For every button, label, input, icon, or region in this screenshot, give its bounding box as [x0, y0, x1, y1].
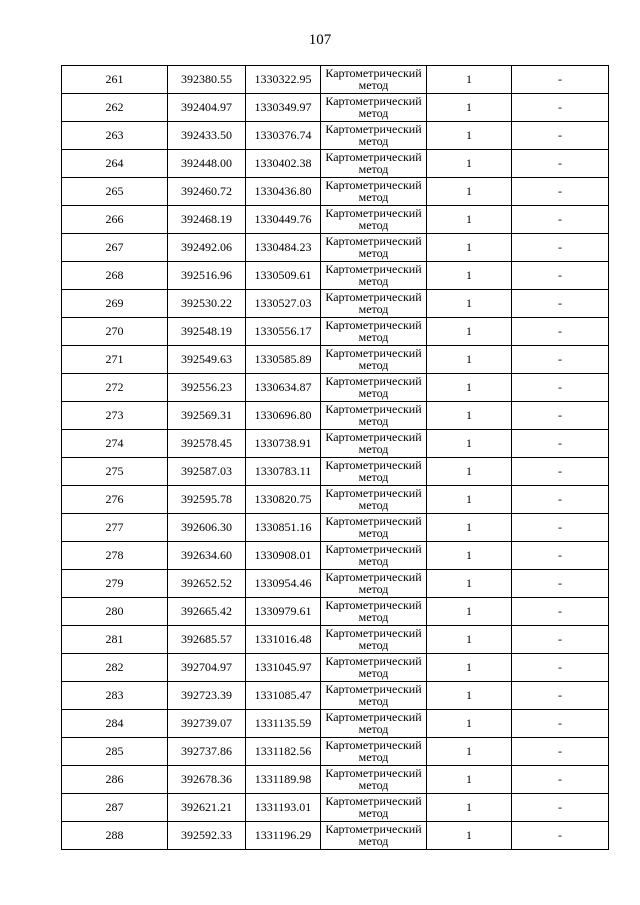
x-coordinate-cell: 392380.55 [168, 66, 246, 94]
table-row [62, 178, 609, 206]
method-cell [321, 66, 427, 94]
accuracy-cell: 1 [427, 458, 512, 486]
accuracy-cell: 1 [427, 654, 512, 682]
note-cell: - [512, 570, 609, 598]
coordinates-table-body [62, 66, 609, 850]
method-line-1: Картометрический [325, 654, 422, 668]
method-line-2: метод [358, 386, 389, 400]
point-number-cell: 288 [62, 822, 168, 850]
y-coordinate-cell: 1330783.11 [246, 458, 321, 486]
method-line-1: Картометрический [325, 822, 422, 836]
table-row [62, 262, 609, 290]
method-line-2: метод [358, 414, 389, 428]
method-line-2: метод [358, 498, 389, 512]
method-line-1: Картометрический [325, 206, 422, 220]
point-number-cell: 267 [62, 234, 168, 262]
method-cell [321, 570, 427, 598]
x-coordinate-cell: 392737.86 [168, 738, 246, 766]
method-cell [321, 738, 427, 766]
accuracy-cell: 1 [427, 94, 512, 122]
point-number-cell: 272 [62, 374, 168, 402]
accuracy-cell: 1 [427, 374, 512, 402]
y-coordinate-cell: 1330954.46 [246, 570, 321, 598]
y-coordinate-cell: 1330738.91 [246, 430, 321, 458]
y-coordinate-cell: 1330484.23 [246, 234, 321, 262]
table-row [62, 766, 609, 794]
x-coordinate-cell: 392595.78 [168, 486, 246, 514]
method-line-2: метод [358, 274, 389, 288]
method-cell [321, 514, 427, 542]
y-coordinate-cell: 1331016.48 [246, 626, 321, 654]
point-number-cell: 265 [62, 178, 168, 206]
method-line-2: метод [358, 218, 389, 232]
page-number: 107 [308, 32, 332, 48]
x-coordinate-cell: 392665.42 [168, 598, 246, 626]
note-cell: - [512, 598, 609, 626]
note-cell: - [512, 178, 609, 206]
method-line-1: Картометрический [325, 682, 422, 696]
method-line-1: Картометрический [325, 402, 422, 416]
method-cell [321, 430, 427, 458]
x-coordinate-cell: 392433.50 [168, 122, 246, 150]
note-cell: - [512, 738, 609, 766]
x-coordinate-cell: 392516.96 [168, 262, 246, 290]
method-cell [321, 234, 427, 262]
accuracy-cell: 1 [427, 290, 512, 318]
method-line-2: метод [358, 526, 389, 540]
table-row [62, 318, 609, 346]
method-cell [321, 654, 427, 682]
point-number-cell: 268 [62, 262, 168, 290]
note-cell: - [512, 206, 609, 234]
point-number-cell: 279 [62, 570, 168, 598]
y-coordinate-cell: 1331085.47 [246, 682, 321, 710]
table-row [62, 66, 609, 94]
method-line-1: Картометрический [325, 290, 422, 304]
accuracy-cell: 1 [427, 514, 512, 542]
x-coordinate-cell: 392678.36 [168, 766, 246, 794]
point-number-cell: 281 [62, 626, 168, 654]
method-line-1: Картометрический [325, 122, 422, 136]
method-cell [321, 346, 427, 374]
table-row [62, 654, 609, 682]
method-line-1: Картометрический [325, 150, 422, 164]
method-cell [321, 402, 427, 430]
accuracy-cell: 1 [427, 626, 512, 654]
table-row [62, 710, 609, 738]
y-coordinate-cell: 1331189.98 [246, 766, 321, 794]
method-cell [321, 206, 427, 234]
x-coordinate-cell: 392460.72 [168, 178, 246, 206]
accuracy-cell: 1 [427, 178, 512, 206]
method-cell [321, 794, 427, 822]
method-line-1: Картометрический [325, 626, 422, 640]
y-coordinate-cell: 1331045.97 [246, 654, 321, 682]
accuracy-cell: 1 [427, 486, 512, 514]
note-cell: - [512, 542, 609, 570]
table-row [62, 794, 609, 822]
point-number-cell: 263 [62, 122, 168, 150]
note-cell: - [512, 710, 609, 738]
x-coordinate-cell: 392652.52 [168, 570, 246, 598]
point-number-cell: 287 [62, 794, 168, 822]
x-coordinate-cell: 392578.45 [168, 430, 246, 458]
table-row [62, 150, 609, 178]
method-line-2: метод [358, 190, 389, 204]
method-line-2: метод [358, 694, 389, 708]
x-coordinate-cell: 392723.39 [168, 682, 246, 710]
point-number-cell: 276 [62, 486, 168, 514]
method-line-2: метод [358, 358, 389, 372]
method-line-2: метод [358, 134, 389, 148]
method-line-1: Картометрический [325, 178, 422, 192]
x-coordinate-cell: 392556.23 [168, 374, 246, 402]
accuracy-cell: 1 [427, 66, 512, 94]
table-row [62, 598, 609, 626]
x-coordinate-cell: 392685.57 [168, 626, 246, 654]
point-number-cell: 280 [62, 598, 168, 626]
note-cell: - [512, 94, 609, 122]
x-coordinate-cell: 392404.97 [168, 94, 246, 122]
table-row [62, 738, 609, 766]
method-cell [321, 122, 427, 150]
y-coordinate-cell: 1331182.56 [246, 738, 321, 766]
x-coordinate-cell: 392569.31 [168, 402, 246, 430]
method-line-2: метод [358, 666, 389, 680]
note-cell: - [512, 66, 609, 94]
point-number-cell: 273 [62, 402, 168, 430]
method-cell [321, 374, 427, 402]
y-coordinate-cell: 1331135.59 [246, 710, 321, 738]
method-line-2: метод [358, 246, 389, 260]
accuracy-cell: 1 [427, 822, 512, 850]
table-row [62, 514, 609, 542]
x-coordinate-cell: 392548.19 [168, 318, 246, 346]
method-line-1: Картометрический [325, 486, 422, 500]
method-cell [321, 178, 427, 206]
note-cell: - [512, 346, 609, 374]
method-line-2: метод [358, 442, 389, 456]
note-cell: - [512, 430, 609, 458]
coordinates-table [61, 65, 609, 850]
table-row [62, 570, 609, 598]
method-line-1: Картометрический [325, 570, 422, 584]
method-line-1: Картометрический [325, 794, 422, 808]
method-cell [321, 682, 427, 710]
table-row [62, 234, 609, 262]
note-cell: - [512, 290, 609, 318]
method-line-1: Картометрический [325, 430, 422, 444]
table-row [62, 626, 609, 654]
note-cell: - [512, 122, 609, 150]
accuracy-cell: 1 [427, 570, 512, 598]
table-row [62, 682, 609, 710]
y-coordinate-cell: 1330322.95 [246, 66, 321, 94]
x-coordinate-cell: 392634.60 [168, 542, 246, 570]
table-row [62, 430, 609, 458]
method-line-2: метод [358, 470, 389, 484]
method-line-1: Картометрический [325, 458, 422, 472]
accuracy-cell: 1 [427, 598, 512, 626]
note-cell: - [512, 318, 609, 346]
y-coordinate-cell: 1330634.87 [246, 374, 321, 402]
note-cell: - [512, 766, 609, 794]
note-cell: - [512, 458, 609, 486]
table-row [62, 822, 609, 850]
x-coordinate-cell: 392592.33 [168, 822, 246, 850]
method-line-1: Картометрический [325, 738, 422, 752]
accuracy-cell: 1 [427, 682, 512, 710]
table-row [62, 290, 609, 318]
point-number-cell: 271 [62, 346, 168, 374]
method-line-1: Картометрический [325, 234, 422, 248]
y-coordinate-cell: 1330509.61 [246, 262, 321, 290]
method-line-2: метод [358, 722, 389, 736]
y-coordinate-cell: 1330979.61 [246, 598, 321, 626]
point-number-cell: 285 [62, 738, 168, 766]
method-line-2: метод [358, 582, 389, 596]
method-line-2: метод [358, 610, 389, 624]
method-line-2: метод [358, 554, 389, 568]
method-line-1: Картометрический [325, 514, 422, 528]
y-coordinate-cell: 1331196.29 [246, 822, 321, 850]
method-cell [321, 150, 427, 178]
method-line-1: Картометрический [325, 766, 422, 780]
method-line-1: Картометрический [325, 346, 422, 360]
point-number-cell: 269 [62, 290, 168, 318]
method-line-1: Картометрический [325, 598, 422, 612]
method-line-2: метод [358, 106, 389, 120]
y-coordinate-cell: 1330527.03 [246, 290, 321, 318]
method-cell [321, 290, 427, 318]
accuracy-cell: 1 [427, 710, 512, 738]
y-coordinate-cell: 1330376.74 [246, 122, 321, 150]
y-coordinate-cell: 1330449.76 [246, 206, 321, 234]
accuracy-cell: 1 [427, 318, 512, 346]
note-cell: - [512, 822, 609, 850]
method-cell [321, 710, 427, 738]
table-row [62, 346, 609, 374]
y-coordinate-cell: 1330436.80 [246, 178, 321, 206]
accuracy-cell: 1 [427, 234, 512, 262]
method-line-2: метод [358, 302, 389, 316]
method-cell [321, 542, 427, 570]
x-coordinate-cell: 392468.19 [168, 206, 246, 234]
x-coordinate-cell: 392549.63 [168, 346, 246, 374]
table-row [62, 402, 609, 430]
accuracy-cell: 1 [427, 794, 512, 822]
x-coordinate-cell: 392606.30 [168, 514, 246, 542]
method-line-1: Картометрический [325, 318, 422, 332]
accuracy-cell: 1 [427, 206, 512, 234]
y-coordinate-cell: 1330820.75 [246, 486, 321, 514]
note-cell: - [512, 402, 609, 430]
table-row [62, 206, 609, 234]
note-cell: - [512, 654, 609, 682]
method-cell [321, 822, 427, 850]
accuracy-cell: 1 [427, 738, 512, 766]
note-cell: - [512, 150, 609, 178]
y-coordinate-cell: 1330851.16 [246, 514, 321, 542]
x-coordinate-cell: 392492.06 [168, 234, 246, 262]
x-coordinate-cell: 392704.97 [168, 654, 246, 682]
point-number-cell: 282 [62, 654, 168, 682]
note-cell: - [512, 682, 609, 710]
method-line-1: Картометрический [325, 66, 422, 80]
method-line-2: метод [358, 638, 389, 652]
note-cell: - [512, 626, 609, 654]
point-number-cell: 266 [62, 206, 168, 234]
method-line-1: Картометрический [325, 542, 422, 556]
y-coordinate-cell: 1330585.89 [246, 346, 321, 374]
table-row [62, 486, 609, 514]
x-coordinate-cell: 392530.22 [168, 290, 246, 318]
point-number-cell: 270 [62, 318, 168, 346]
y-coordinate-cell: 1330556.17 [246, 318, 321, 346]
table-row [62, 122, 609, 150]
method-line-2: метод [358, 778, 389, 792]
point-number-cell: 275 [62, 458, 168, 486]
method-cell [321, 458, 427, 486]
method-cell [321, 626, 427, 654]
point-number-cell: 262 [62, 94, 168, 122]
y-coordinate-cell: 1330696.80 [246, 402, 321, 430]
method-line-1: Картометрический [325, 374, 422, 388]
table-row [62, 94, 609, 122]
method-line-2: метод [358, 330, 389, 344]
point-number-cell: 274 [62, 430, 168, 458]
x-coordinate-cell: 392739.07 [168, 710, 246, 738]
method-cell [321, 94, 427, 122]
method-line-2: метод [358, 78, 389, 92]
note-cell: - [512, 514, 609, 542]
method-cell [321, 766, 427, 794]
method-line-2: метод [358, 750, 389, 764]
x-coordinate-cell: 392448.00 [168, 150, 246, 178]
table-row [62, 542, 609, 570]
point-number-cell: 264 [62, 150, 168, 178]
point-number-cell: 283 [62, 682, 168, 710]
point-number-cell: 277 [62, 514, 168, 542]
point-number-cell: 286 [62, 766, 168, 794]
accuracy-cell: 1 [427, 262, 512, 290]
note-cell: - [512, 374, 609, 402]
y-coordinate-cell: 1331193.01 [246, 794, 321, 822]
note-cell: - [512, 794, 609, 822]
note-cell: - [512, 486, 609, 514]
method-cell [321, 318, 427, 346]
y-coordinate-cell: 1330908.01 [246, 542, 321, 570]
method-cell [321, 486, 427, 514]
x-coordinate-cell: 392587.03 [168, 458, 246, 486]
y-coordinate-cell: 1330402.38 [246, 150, 321, 178]
table-row [62, 374, 609, 402]
accuracy-cell: 1 [427, 346, 512, 374]
method-line-1: Картометрический [325, 710, 422, 724]
table-row [62, 458, 609, 486]
method-line-2: метод [358, 162, 389, 176]
accuracy-cell: 1 [427, 430, 512, 458]
point-number-cell: 278 [62, 542, 168, 570]
method-line-1: Картометрический [325, 94, 422, 108]
accuracy-cell: 1 [427, 766, 512, 794]
method-cell [321, 262, 427, 290]
note-cell: - [512, 234, 609, 262]
method-cell [321, 598, 427, 626]
point-number-cell: 261 [62, 66, 168, 94]
accuracy-cell: 1 [427, 150, 512, 178]
method-line-2: метод [358, 806, 389, 820]
point-number-cell: 284 [62, 710, 168, 738]
method-line-2: метод [358, 834, 389, 848]
method-line-1: Картометрический [325, 262, 422, 276]
x-coordinate-cell: 392621.21 [168, 794, 246, 822]
note-cell: - [512, 262, 609, 290]
accuracy-cell: 1 [427, 402, 512, 430]
accuracy-cell: 1 [427, 122, 512, 150]
y-coordinate-cell: 1330349.97 [246, 94, 321, 122]
accuracy-cell: 1 [427, 542, 512, 570]
